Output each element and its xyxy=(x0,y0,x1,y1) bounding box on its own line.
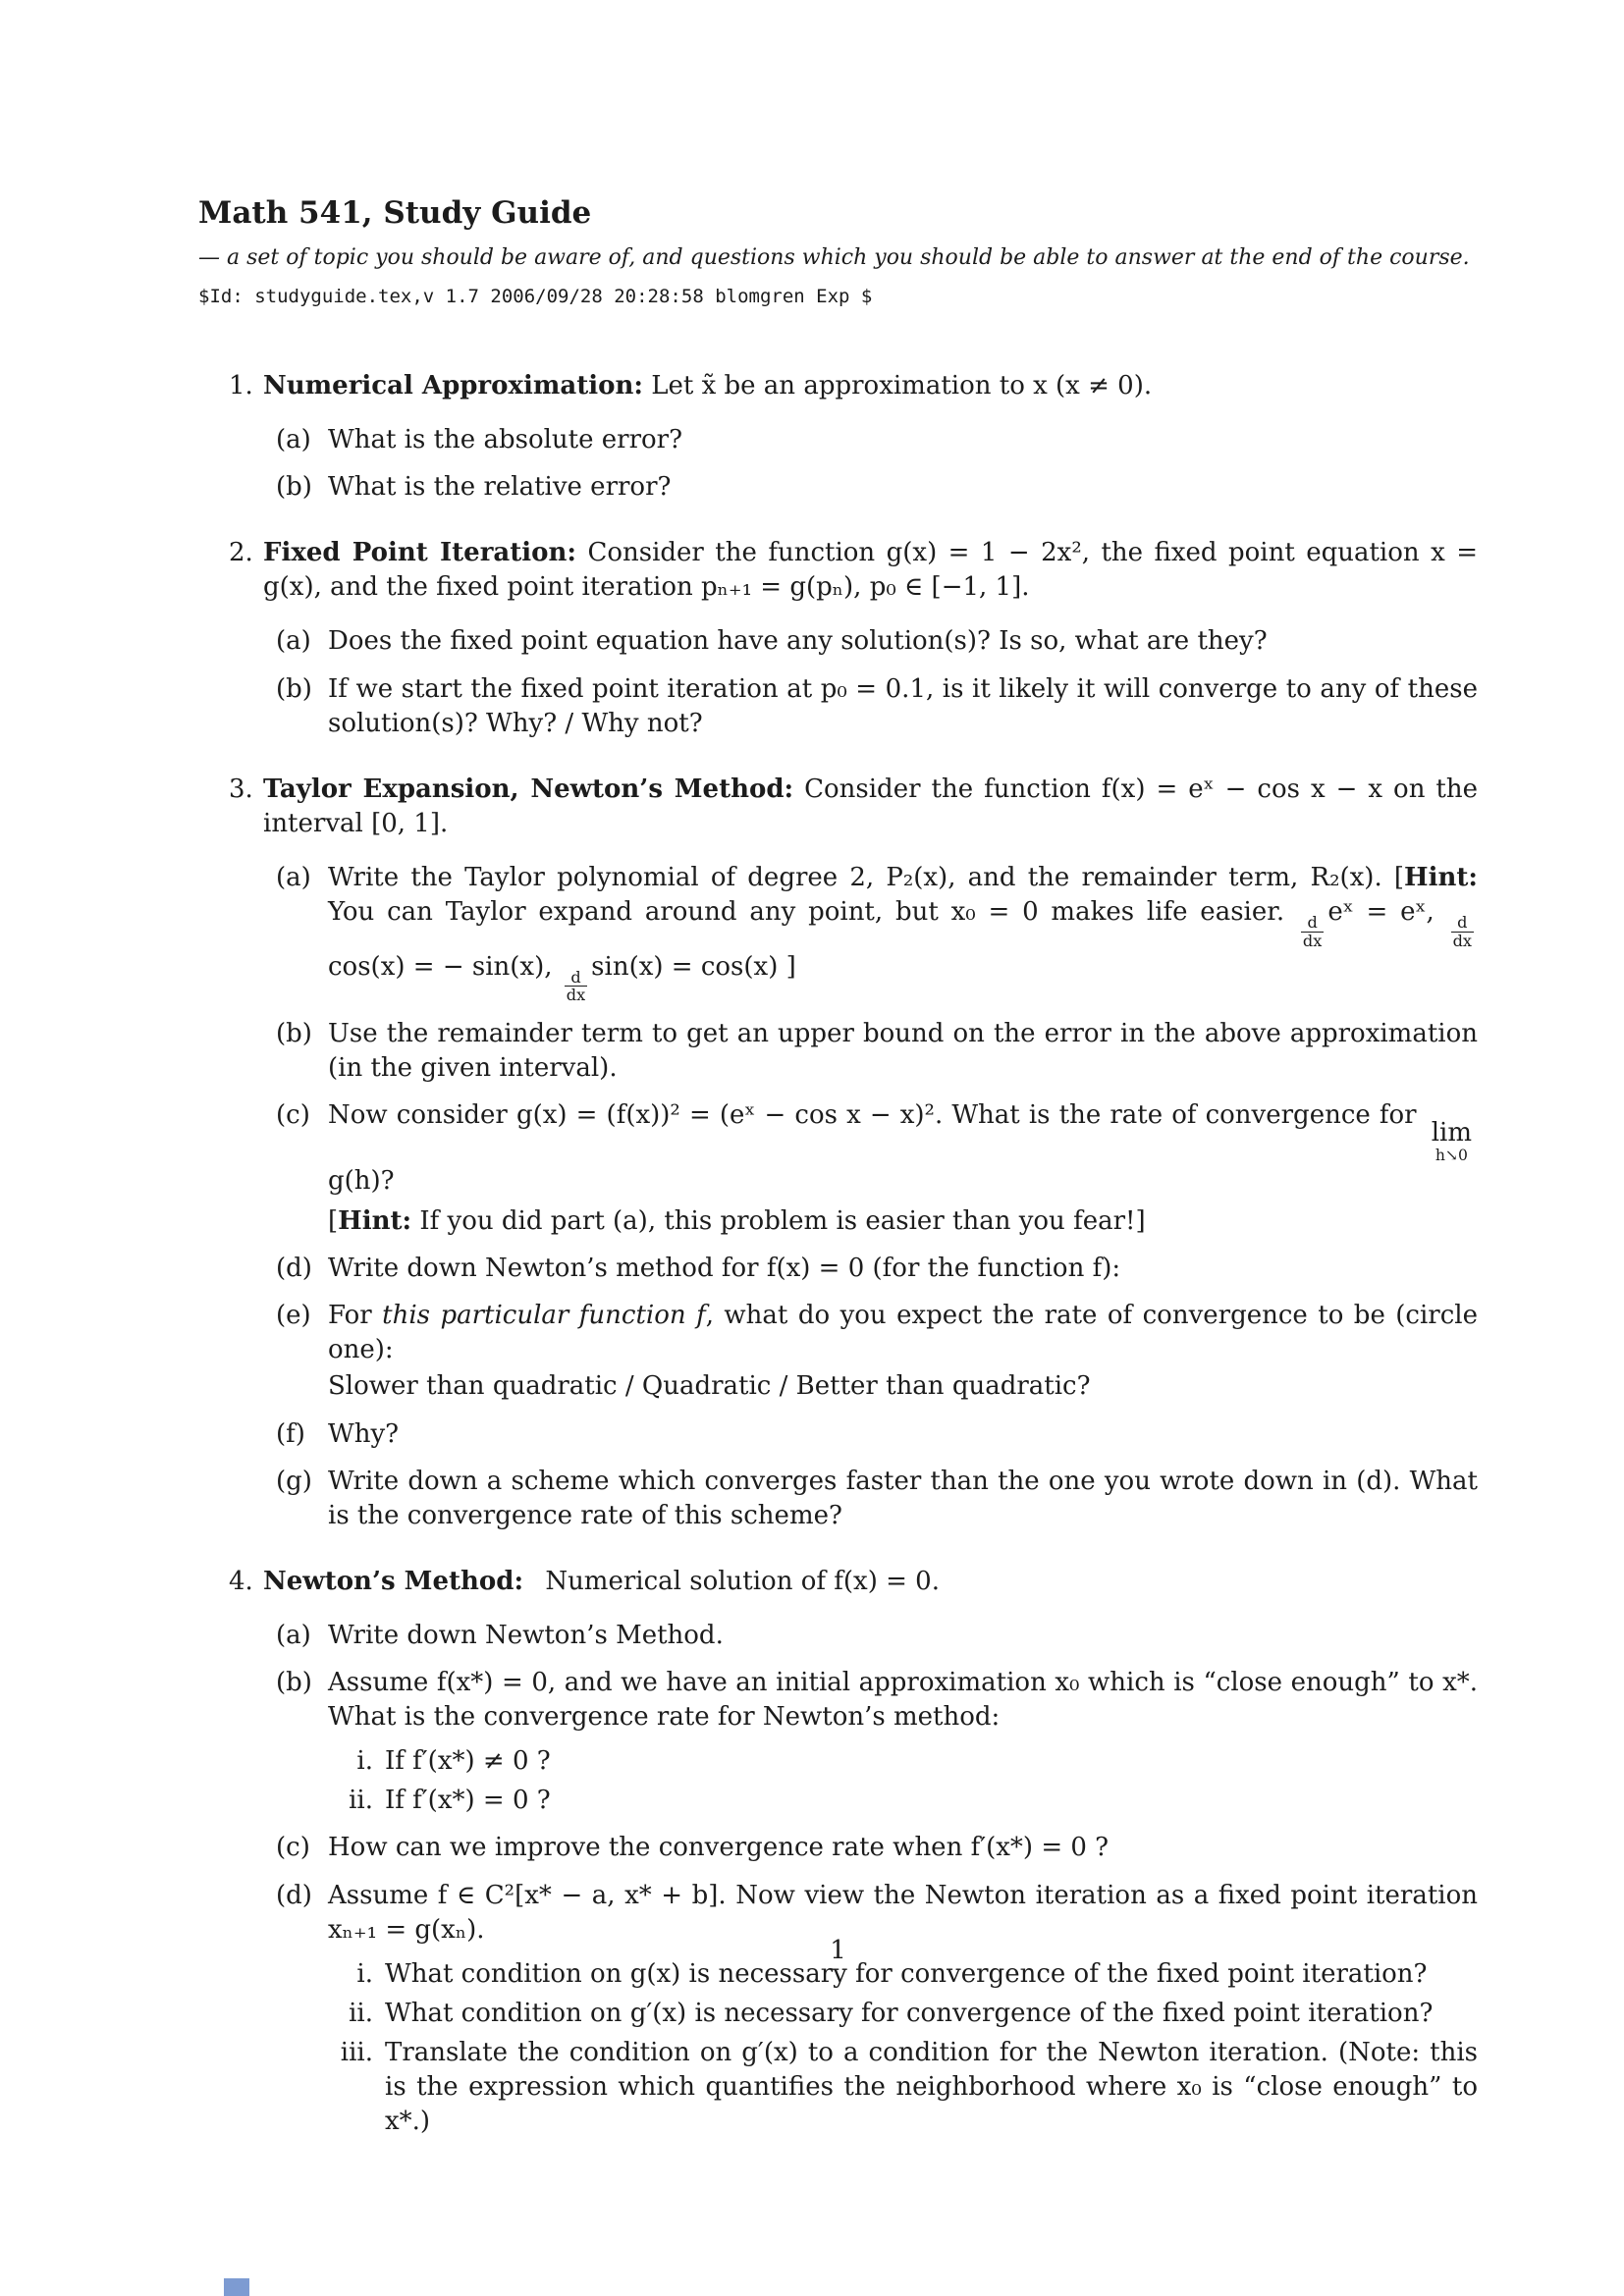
roman-label: ii. xyxy=(349,1786,373,1816)
derivative-fraction: $\frac{d}{dx}$ xyxy=(1302,913,1323,950)
subitem xyxy=(198,1465,1478,1533)
subitem-label: (b) xyxy=(276,1019,312,1049)
subitem-label: (c) xyxy=(276,1100,310,1131)
subitem-text xyxy=(328,1299,1478,1404)
item-head xyxy=(198,1565,1478,1599)
subitem xyxy=(198,1831,1478,1865)
subitem-body xyxy=(328,1666,1478,1818)
topic-list xyxy=(198,369,1478,2139)
subitem-text-segment: cos(x) = − sin(x), xyxy=(328,951,553,982)
roman-label: ii. xyxy=(349,1998,373,2028)
doc-title: Math 541, Study Guide xyxy=(198,195,592,231)
subitem-label: (a) xyxy=(276,862,311,892)
item-lead xyxy=(263,369,1478,403)
subitem-label: (b) xyxy=(276,1668,312,1698)
subitem-text-segment: eˣ = eˣ, xyxy=(1327,897,1435,927)
subitem-text: Assume f ∈ C²[x* − a, x* + b]. Now view the Newton iteration as a fixed point iteration xₙ₊₁ = g(xₙ). xyxy=(328,1880,1478,1945)
hint-text: If you did part (a), this problem is easier than you fear!] xyxy=(419,1206,1146,1237)
roman-list xyxy=(328,1957,1478,2139)
roman-item xyxy=(328,1997,1478,2031)
subitem-label: (c) xyxy=(276,1833,310,1863)
roman-text: Translate the condition on g′(x) to a condition for the Newton iteration. (Note: this is the expression which quantifies the neighborhood where x₀ is “close enough” to x*.) xyxy=(385,2037,1478,2137)
subitem-text xyxy=(328,861,1478,1004)
item-head xyxy=(198,773,1478,841)
subitem-label: (a) xyxy=(276,626,311,657)
roman-label: i. xyxy=(356,1958,373,1989)
item-number: 3. xyxy=(229,774,253,804)
subitem-label: (f) xyxy=(276,1418,305,1449)
subitem xyxy=(198,1299,1478,1404)
roman-list xyxy=(328,1744,1478,1818)
subitem-text: What is the absolute error? xyxy=(328,425,683,455)
hint-label: Hint: xyxy=(1404,862,1478,892)
roman-text: If f′(x*) = 0 ? xyxy=(385,1786,551,1816)
subitem xyxy=(198,470,1478,505)
bracket: [ xyxy=(328,1206,339,1237)
subitem-text: Why? xyxy=(328,1418,400,1449)
subitem-list xyxy=(198,861,1478,1533)
list-item-4 xyxy=(198,1565,1478,2139)
subitem xyxy=(198,1252,1478,1286)
subitem-text: If we start the fixed point iteration at p₀ = 0.1, is it likely it will converge to any of these solution(s)? Why? / Why not? xyxy=(328,673,1478,738)
item-lead xyxy=(263,773,1478,841)
roman-text: If f′(x*) ≠ 0 ? xyxy=(385,1746,551,1777)
subitem-label: (a) xyxy=(276,425,311,455)
subitem-text-segment: For xyxy=(328,1301,372,1331)
item-head xyxy=(198,536,1478,605)
subitem-text: Write down Newton’s Method. xyxy=(328,1620,724,1650)
item-lead-text: Consider the function g(x) = 1 − 2x², the fixed point equation x = g(x), and the fixed point iteration pₙ₊₁ = g(pₙ), p₀ ∈ [−1, 1]. xyxy=(263,538,1478,603)
page-content xyxy=(198,196,1478,2139)
emphasized-phrase: this particular function f xyxy=(382,1301,706,1331)
roman-label: i. xyxy=(356,1746,373,1777)
subitem-body xyxy=(328,1879,1478,2140)
subitem-label: (d) xyxy=(276,1254,312,1284)
subitem-text: Write down a scheme which converges faster than the one you wrote down in (d). What is the convergence rate of this scheme? xyxy=(328,1466,1478,1530)
item-lead-text: Let x̃ be an approximation to x (x ≠ 0). xyxy=(651,370,1153,400)
roman-item xyxy=(328,2036,1478,2139)
subitem xyxy=(198,1666,1478,1818)
subitem xyxy=(198,624,1478,659)
subitem-text-segment: Write the Taylor polynomial of degree 2, P₂(x), and the remainder term, R₂(x). [ xyxy=(328,862,1405,892)
subitem xyxy=(198,1879,1478,2140)
choices-line: Slower than quadratic / Quadratic / Better than quadratic? xyxy=(328,1371,1091,1402)
item-number: 1. xyxy=(229,370,253,400)
roman-label: iii. xyxy=(340,2037,373,2067)
subitem-list xyxy=(198,1619,1478,2139)
item-lead-text: Numerical solution of f(x) = 0. xyxy=(545,1566,940,1596)
subitem-text: Use the remainder term to get an upper bound on the error in the above approximation (in the given interval). xyxy=(328,1019,1478,1084)
derivative-fraction: $\frac{d}{dx}$ xyxy=(566,967,586,1005)
item-lead-text: Consider the function f(x) = eˣ − cos x − x on the interval [0, 1]. xyxy=(263,774,1479,838)
list-item-2 xyxy=(198,536,1478,740)
subitem-label: (b) xyxy=(276,673,312,704)
roman-item xyxy=(328,1784,1478,1818)
hint-label: Hint: xyxy=(338,1206,412,1237)
roman-text: What condition on g′(x) is necessary for convergence of the fixed point iteration? xyxy=(385,1998,1434,2028)
subitem-label: (g) xyxy=(276,1466,312,1496)
subitem-label: (a) xyxy=(276,1620,311,1650)
item-title: Fixed Point Iteration: xyxy=(263,538,576,568)
subitem-text xyxy=(328,1098,1478,1239)
derivative-fraction: $\frac{d}{dx}$ xyxy=(1452,913,1473,950)
subitem-text-segment: Now consider g(x) = (f(x))² = (eˣ − cos x − x)². What is the rate of convergence for xyxy=(328,1100,1417,1131)
roman-text: What condition on g(x) is necessary for convergence of the fixed point iteration? xyxy=(385,1958,1428,1989)
roman-item xyxy=(328,1744,1478,1779)
subitem xyxy=(198,423,1478,457)
next-page-fragment xyxy=(224,2278,249,2296)
subitem xyxy=(198,672,1478,741)
subitem-list xyxy=(198,624,1478,740)
subitem xyxy=(198,1017,1478,1086)
subitem-list xyxy=(198,423,1478,505)
item-lead xyxy=(263,1565,1478,1599)
version-id-line: $Id: studyguide.tex,v 1.7 2006/09/28 20:28:58 blomgren Exp $ xyxy=(198,286,873,308)
subitem-text: Assume f(x*) = 0, and we have an initial approximation x₀ which is “close enough” to x*. What is the convergence rate for Newton’s method: xyxy=(328,1668,1478,1733)
doc-subtitle: — a set of topic you should be aware of, and questions which you should be able to answer at the end of the course. xyxy=(198,244,1470,270)
subitem-text: What is the relative error? xyxy=(328,472,672,503)
item-number: 4. xyxy=(229,1566,253,1596)
item-lead xyxy=(263,536,1478,605)
subitem-text: Write down Newton’s method for f(x) = 0 (for the function f): xyxy=(328,1254,1121,1284)
hint-line xyxy=(328,1204,1478,1239)
subitem-label: (b) xyxy=(276,472,312,503)
subitem-text-segment: sin(x) = cos(x) ] xyxy=(591,951,796,982)
subitem-text-segment: g(h)? xyxy=(328,1166,395,1196)
subitem-label: (e) xyxy=(276,1301,311,1331)
subitem xyxy=(198,1098,1478,1239)
list-item-1 xyxy=(198,369,1478,505)
subitem xyxy=(198,1619,1478,1653)
limit-notation: lim h↘0 xyxy=(1431,1118,1473,1165)
subitem-text-segment: You can Taylor expand around any point, but x₀ = 0 makes life easier. xyxy=(328,897,1285,927)
subitem xyxy=(198,1417,1478,1452)
page-number: 1 xyxy=(830,1936,846,1965)
subitem-text-segment: , what do you expect the rate of convergence to be (circle one): xyxy=(328,1301,1478,1365)
item-title: Numerical Approximation: xyxy=(263,370,643,400)
subitem-label: (d) xyxy=(276,1880,312,1910)
subitem-text: How can we improve the convergence rate when f′(x*) = 0 ? xyxy=(328,1833,1110,1863)
item-title: Taylor Expansion, Newton’s Method: xyxy=(263,774,794,804)
subitem xyxy=(198,861,1478,1004)
subitem-text: Does the fixed point equation have any solution(s)? Is so, what are they? xyxy=(328,626,1268,657)
list-item-3 xyxy=(198,773,1478,1533)
item-head xyxy=(198,369,1478,403)
item-number: 2. xyxy=(229,538,253,568)
item-title: Newton’s Method: xyxy=(263,1566,524,1596)
